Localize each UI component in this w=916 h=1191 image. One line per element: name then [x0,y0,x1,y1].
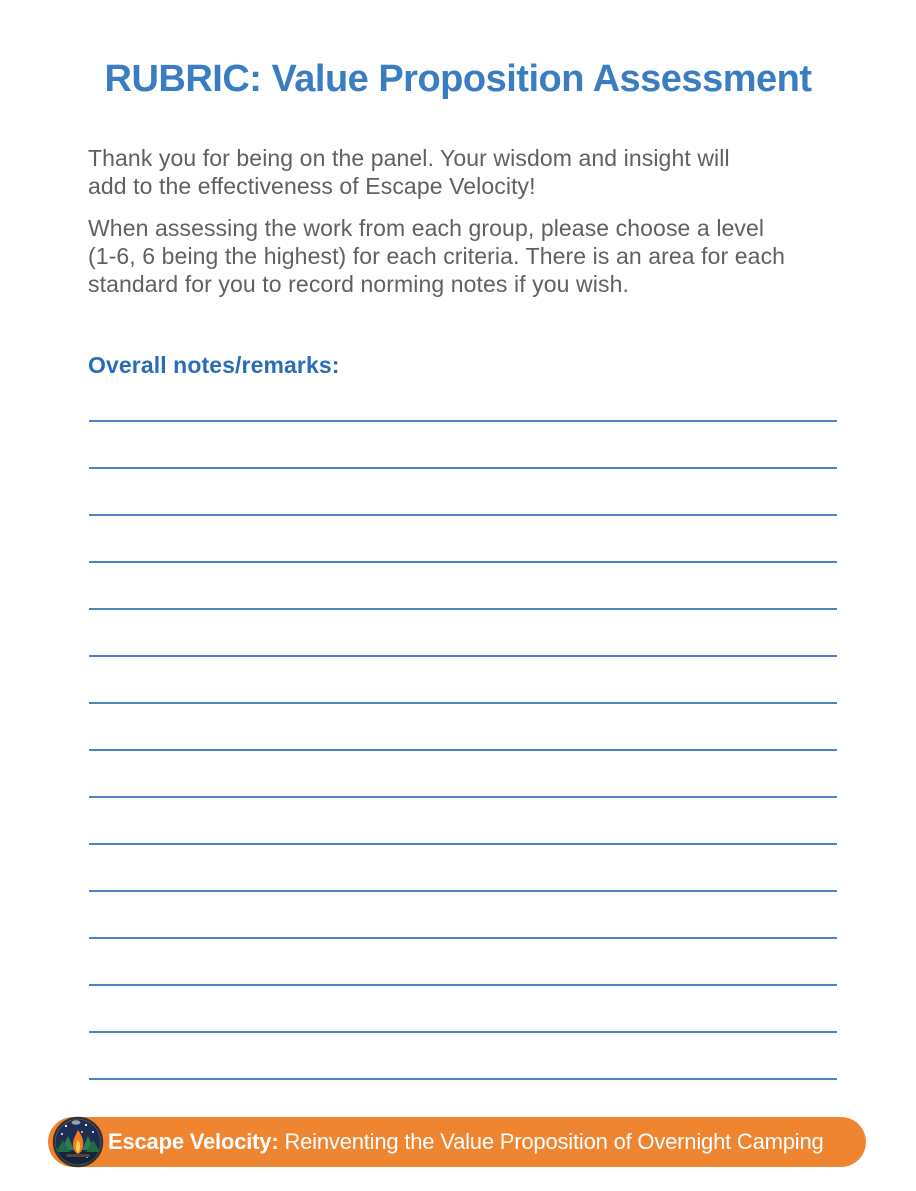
notes-line [89,798,837,845]
intro-paragraph-2 [88,214,878,298]
notes-lines [89,375,837,1080]
notes-line [89,892,837,939]
notes-line [89,1033,837,1080]
notes-line [89,986,837,1033]
intro-text-line: When assessing the work from each group, please choose a level [88,215,765,241]
notes-line [89,939,837,986]
intro-text-line: Thank you for being on the panel. Your wisdom and insight will [88,145,730,171]
notes-line [89,704,837,751]
footer-brand: Escape Velocity: [108,1129,279,1154]
notes-line [89,469,837,516]
notes-line [89,657,837,704]
intro-text-line: add to the effectiveness of Escape Velocity! [88,173,536,199]
intro-text-line: standard for you to record norming notes if you wish. [88,271,629,297]
notes-line [89,610,837,657]
notes-line [89,751,837,798]
overall-notes-heading: Overall notes/remarks: [88,352,340,378]
notes-line [89,375,837,422]
intro-paragraph-1 [88,144,878,200]
intro-text [88,144,878,312]
footer-tagline: Reinventing the Value Proposition of Overnight Camping [284,1129,824,1154]
notes-line [89,422,837,469]
campfire-logo-icon [52,1116,104,1168]
notes-line [89,563,837,610]
notes-line [89,516,837,563]
footer-text [108,1129,824,1155]
intro-text-line: (1-6, 6 being the highest) for each criteria. There is an area for each [88,243,786,269]
page-title: RUBRIC: Value Proposition Assessment [104,58,812,100]
footer-banner [48,1117,866,1167]
notes-line [89,845,837,892]
